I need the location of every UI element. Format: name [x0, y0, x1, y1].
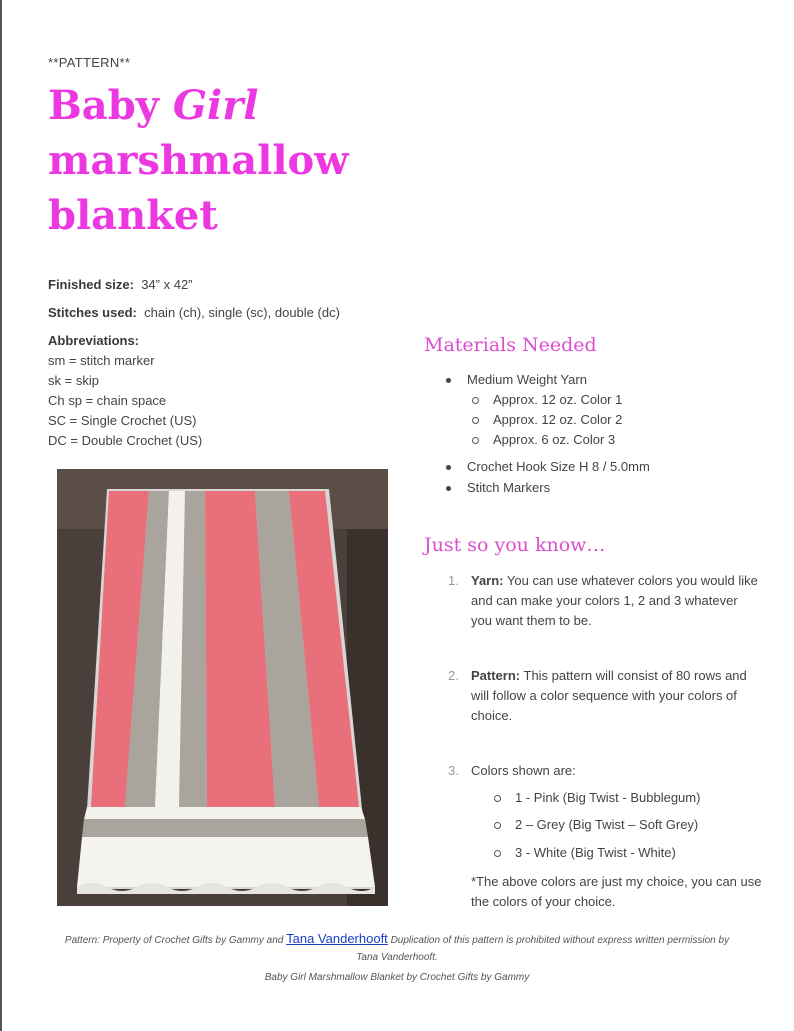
color-label: 3 - White (Big Twist - White) — [515, 845, 676, 860]
circle-bullet-icon — [494, 850, 501, 857]
stitches-value: chain (ch), single (sc), double (dc) — [144, 305, 340, 320]
abbreviation-item: SC = Single Crochet (US) — [48, 413, 197, 428]
color-item — [494, 817, 698, 832]
know-number: 1. — [448, 573, 459, 588]
copyright-post: Duplication of this pattern is prohibited without express written permission by Tana Vanderhooft. — [356, 935, 730, 963]
materials-markers: Stitch Markers — [467, 480, 551, 495]
list-item — [472, 432, 615, 447]
materials-hook: Crochet Hook Size H 8 / 5.0mm — [467, 459, 650, 474]
materials-yarn: Medium Weight Yarn — [467, 372, 587, 387]
list-item — [446, 372, 587, 387]
list-item — [446, 480, 550, 495]
bullet-icon — [446, 486, 451, 491]
color-item — [494, 845, 676, 860]
know-label: Yarn: — [471, 573, 504, 588]
abbreviation-item: sm = stitch marker — [48, 353, 155, 368]
circle-bullet-icon — [494, 795, 501, 802]
know-text: You can use whatever colors you would like and can make your colors 1, 2 and 3 whatever you want them to be. — [471, 573, 758, 628]
title-word-baby: Baby — [48, 82, 173, 129]
list-item — [472, 392, 622, 407]
page-credit: Baby Girl Marshmallow Blanket by Crochet Gifts by Gammy — [264, 972, 530, 983]
title-line-2: marshmallow — [48, 137, 349, 184]
abbreviations-label: Abbreviations: — [48, 333, 140, 348]
abbreviation-item: DC = Double Crochet (US) — [48, 433, 203, 448]
circle-bullet-icon — [494, 822, 501, 829]
know-label: Pattern: — [471, 668, 521, 683]
copyright-notice — [0, 930, 794, 966]
stitches-label: Stitches used: — [48, 305, 137, 320]
know-number: 3. — [448, 763, 459, 778]
title-line-3: blanket — [48, 192, 218, 239]
color-item — [494, 790, 700, 805]
abbreviations — [48, 331, 202, 451]
list-item — [446, 459, 650, 474]
author-link[interactable]: Tana Vanderhooft — [286, 931, 388, 946]
color-label: 2 – Grey (Big Twist – Soft Grey) — [515, 817, 699, 832]
copyright-pre: Pattern: Property of Crochet Gifts by Gammy and — [64, 935, 287, 946]
colors-note: *The above colors are just my choice, you can use the colors of your choice. — [471, 874, 762, 909]
abbreviation-item: sk = skip — [48, 373, 99, 388]
know-number: 2. — [448, 668, 459, 683]
finished-size-label: Finished size: — [48, 277, 134, 292]
circle-bullet-icon — [472, 417, 479, 424]
materials-yarn-sub: Approx. 6 oz. Color 3 — [493, 432, 616, 447]
circle-bullet-icon — [472, 397, 479, 404]
abbreviation-item: Ch sp = chain space — [48, 393, 167, 408]
circle-bullet-icon — [472, 437, 479, 444]
page-border — [0, 0, 2, 1031]
finished-size — [48, 277, 193, 292]
blanket-photo — [57, 469, 388, 906]
list-item — [472, 412, 622, 427]
materials-yarn-sub: Approx. 12 oz. Color 2 — [493, 412, 623, 427]
title-word-girl: Girl — [172, 82, 259, 129]
stitches-used — [48, 305, 340, 320]
pattern-kicker: **PATTERN** — [48, 55, 131, 70]
materials-yarn-sub: Approx. 12 oz. Color 1 — [493, 392, 623, 407]
page-title — [48, 78, 378, 243]
materials-heading: Materials Needed — [424, 334, 597, 356]
bullet-icon — [446, 378, 451, 383]
blanket-illustration — [57, 469, 388, 906]
finished-size-value: 34” x 42” — [141, 277, 193, 292]
color-label: 1 - Pink (Big Twist - Bubblegum) — [515, 790, 701, 805]
know-text: This pattern will consist of 80 rows and will follow a color sequence with your colors of choice. — [471, 668, 747, 723]
know-heading: Just so you know… — [424, 534, 606, 556]
know-text: Colors shown are: — [471, 763, 576, 778]
bullet-icon — [446, 465, 451, 470]
